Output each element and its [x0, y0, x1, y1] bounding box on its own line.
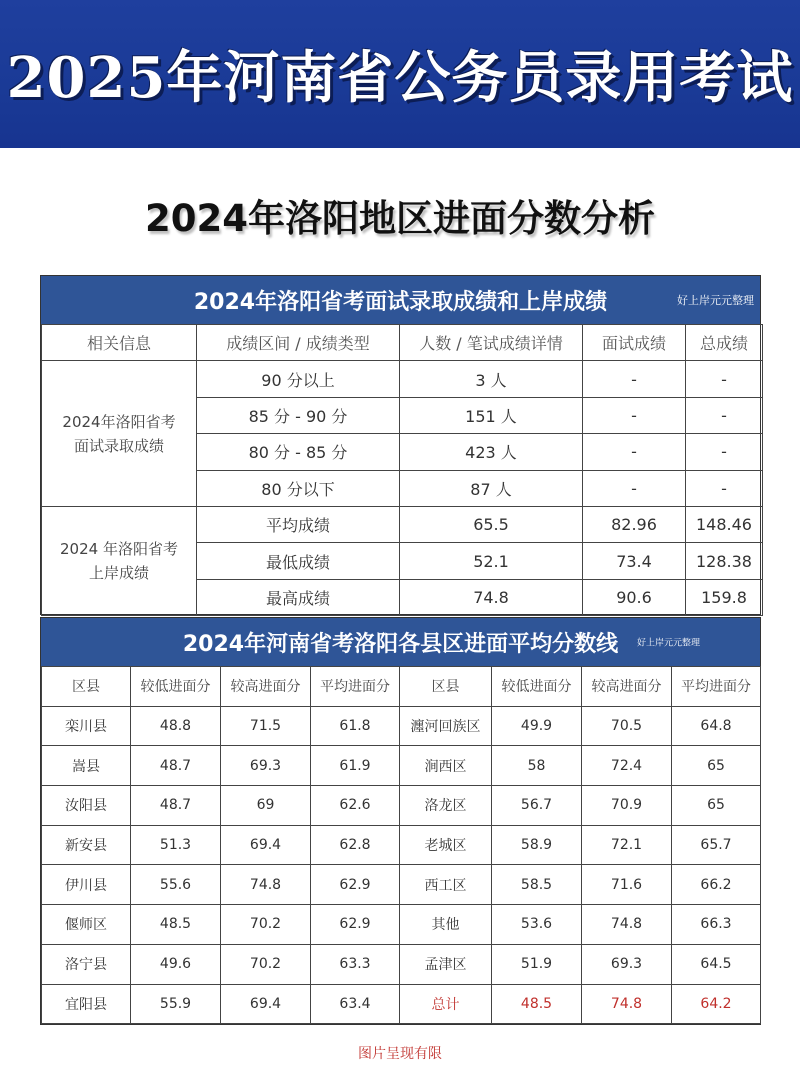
table-cell: 82.96 — [583, 506, 686, 542]
table-cell: 61.9 — [311, 746, 400, 786]
table-cell: 64.2 — [672, 984, 761, 1024]
table-cell: 汝阳县 — [42, 786, 131, 826]
table-cell: 62.9 — [311, 905, 400, 945]
table-cell: 51.3 — [131, 825, 221, 865]
table-cell: 69.4 — [221, 984, 311, 1024]
column-header: 较低进面分 — [131, 667, 221, 707]
table-cell: 58.5 — [492, 865, 582, 905]
table-cell: 65.7 — [672, 825, 761, 865]
column-header: 人数 / 笔试成绩详情 — [400, 325, 583, 361]
column-header: 相关信息 — [42, 325, 197, 361]
table-header — [41, 618, 760, 666]
table-cell: 49.9 — [492, 706, 582, 746]
column-header: 区县 — [42, 667, 131, 707]
table-title: 2024年洛阳省考面试录取成绩和上岸成绩 — [193, 289, 608, 315]
table-cell: 80 分以下 — [197, 470, 400, 506]
table-cell: 栾川县 — [42, 706, 131, 746]
table-cell: 70.2 — [221, 905, 311, 945]
table-title: 2024年河南省考洛阳各县区进面平均分数线 — [182, 631, 619, 657]
table-cell: 65 — [672, 746, 761, 786]
table-cell: 72.4 — [582, 746, 672, 786]
table-cell: 48.5 — [492, 984, 582, 1024]
table-cell: 64.8 — [672, 706, 761, 746]
table-cell: 53.6 — [492, 905, 582, 945]
table-cell: 洛龙区 — [400, 786, 492, 826]
table-cell: 56.7 — [492, 786, 582, 826]
table-cell: 洛宁县 — [42, 944, 131, 984]
table-cell: 69.3 — [221, 746, 311, 786]
table-cell: 58.9 — [492, 825, 582, 865]
table-cell: 62.8 — [311, 825, 400, 865]
table-row — [42, 361, 763, 397]
column-header: 面试成绩 — [583, 325, 686, 361]
table-cell: 嵩县 — [42, 746, 131, 786]
table-cell: 58 — [492, 746, 582, 786]
district-grid — [41, 666, 761, 1024]
table-cell: 69 — [221, 786, 311, 826]
group-label: 2024年洛阳省考 面试录取成绩 — [42, 361, 197, 507]
table-cell: 71.5 — [221, 706, 311, 746]
table-header — [41, 276, 760, 324]
table-cell: 老城区 — [400, 825, 492, 865]
district-average-table — [40, 617, 761, 1025]
table-cell: - — [686, 397, 763, 433]
table-cell: 西工区 — [400, 865, 492, 905]
table-cell: 63.3 — [311, 944, 400, 984]
table-cell: - — [583, 397, 686, 433]
table-cell: 52.1 — [400, 543, 583, 579]
table-cell: 瀍河回族区 — [400, 706, 492, 746]
table-cell: 65 — [672, 786, 761, 826]
column-header-row — [42, 325, 763, 361]
table-row — [42, 944, 761, 984]
table-cell: - — [686, 361, 763, 397]
column-header: 较高进面分 — [221, 667, 311, 707]
table-cell: 128.38 — [686, 543, 763, 579]
table-cell: 148.46 — [686, 506, 763, 542]
table-cell: 65.5 — [400, 506, 583, 542]
table-credit: 好上岸元元整理 — [677, 294, 754, 307]
table-cell: 64.5 — [672, 944, 761, 984]
table-cell: 48.5 — [131, 905, 221, 945]
table-row — [42, 746, 761, 786]
table-cell: 90 分以上 — [197, 361, 400, 397]
column-header: 区县 — [400, 667, 492, 707]
table-row — [42, 984, 761, 1024]
table-cell: 66.3 — [672, 905, 761, 945]
page-title: 2024年洛阳地区进面分数分析 — [145, 197, 655, 240]
column-header: 较高进面分 — [582, 667, 672, 707]
table-cell: 74.8 — [221, 865, 311, 905]
column-header: 总成绩 — [686, 325, 763, 361]
table-cell: 69.3 — [582, 944, 672, 984]
table-cell: 61.8 — [311, 706, 400, 746]
table-cell: 总计 — [400, 984, 492, 1024]
table-cell: - — [583, 434, 686, 470]
column-header-row — [42, 667, 761, 707]
table-cell: 90.6 — [583, 579, 686, 615]
table-cell: - — [686, 470, 763, 506]
column-header: 成绩区间 / 成绩类型 — [197, 325, 400, 361]
table-row — [42, 786, 761, 826]
table-cell: 87 人 — [400, 470, 583, 506]
table-cell: 其他 — [400, 905, 492, 945]
table-cell: 74.8 — [582, 984, 672, 1024]
table-cell: 70.5 — [582, 706, 672, 746]
table-row — [42, 905, 761, 945]
table-cell: 72.1 — [582, 825, 672, 865]
admission-score-table — [40, 275, 761, 615]
table-cell: 70.2 — [221, 944, 311, 984]
table-cell: 63.4 — [311, 984, 400, 1024]
footer-note: 图片呈现有限 — [358, 1046, 442, 1062]
table-cell: 73.4 — [583, 543, 686, 579]
table-cell: 66.2 — [672, 865, 761, 905]
title-banner — [0, 0, 800, 148]
table-cell: 69.4 — [221, 825, 311, 865]
table-cell: 55.9 — [131, 984, 221, 1024]
table-cell: 55.6 — [131, 865, 221, 905]
table-cell: 74.8 — [582, 905, 672, 945]
table-cell: 孟津区 — [400, 944, 492, 984]
column-header: 平均进面分 — [311, 667, 400, 707]
table-cell: 85 分 - 90 分 — [197, 397, 400, 433]
table-row — [42, 506, 763, 542]
table-cell: 151 人 — [400, 397, 583, 433]
group-label: 2024 年洛阳省考 上岸成绩 — [42, 506, 197, 615]
table-cell: 48.8 — [131, 706, 221, 746]
table-cell: - — [583, 361, 686, 397]
table-cell: - — [583, 470, 686, 506]
table-cell: 49.6 — [131, 944, 221, 984]
table-cell: 48.7 — [131, 746, 221, 786]
table-row — [42, 706, 761, 746]
table-credit: 好上岸元元整理 — [636, 638, 700, 649]
table-cell: 62.9 — [311, 865, 400, 905]
table-cell: 159.8 — [686, 579, 763, 615]
table-cell: 62.6 — [311, 786, 400, 826]
table-cell: 涧西区 — [400, 746, 492, 786]
table-cell: 423 人 — [400, 434, 583, 470]
table-cell: 宜阳县 — [42, 984, 131, 1024]
table-cell: 最高成绩 — [197, 579, 400, 615]
table-cell: 71.6 — [582, 865, 672, 905]
table-row — [42, 825, 761, 865]
table-cell: 最低成绩 — [197, 543, 400, 579]
banner-title: 2025年河南省公务员录用考试 — [6, 45, 794, 111]
score-grid — [41, 324, 763, 616]
table-cell: 伊川县 — [42, 865, 131, 905]
table-cell: 新安县 — [42, 825, 131, 865]
table-cell: 48.7 — [131, 786, 221, 826]
table-row — [42, 865, 761, 905]
table-cell: 70.9 — [582, 786, 672, 826]
table-cell: 80 分 - 85 分 — [197, 434, 400, 470]
table-cell: 平均成绩 — [197, 506, 400, 542]
table-cell: 74.8 — [400, 579, 583, 615]
table-cell: - — [686, 434, 763, 470]
table-cell: 3 人 — [400, 361, 583, 397]
column-header: 平均进面分 — [672, 667, 761, 707]
table-cell: 偃师区 — [42, 905, 131, 945]
column-header: 较低进面分 — [492, 667, 582, 707]
table-cell: 51.9 — [492, 944, 582, 984]
